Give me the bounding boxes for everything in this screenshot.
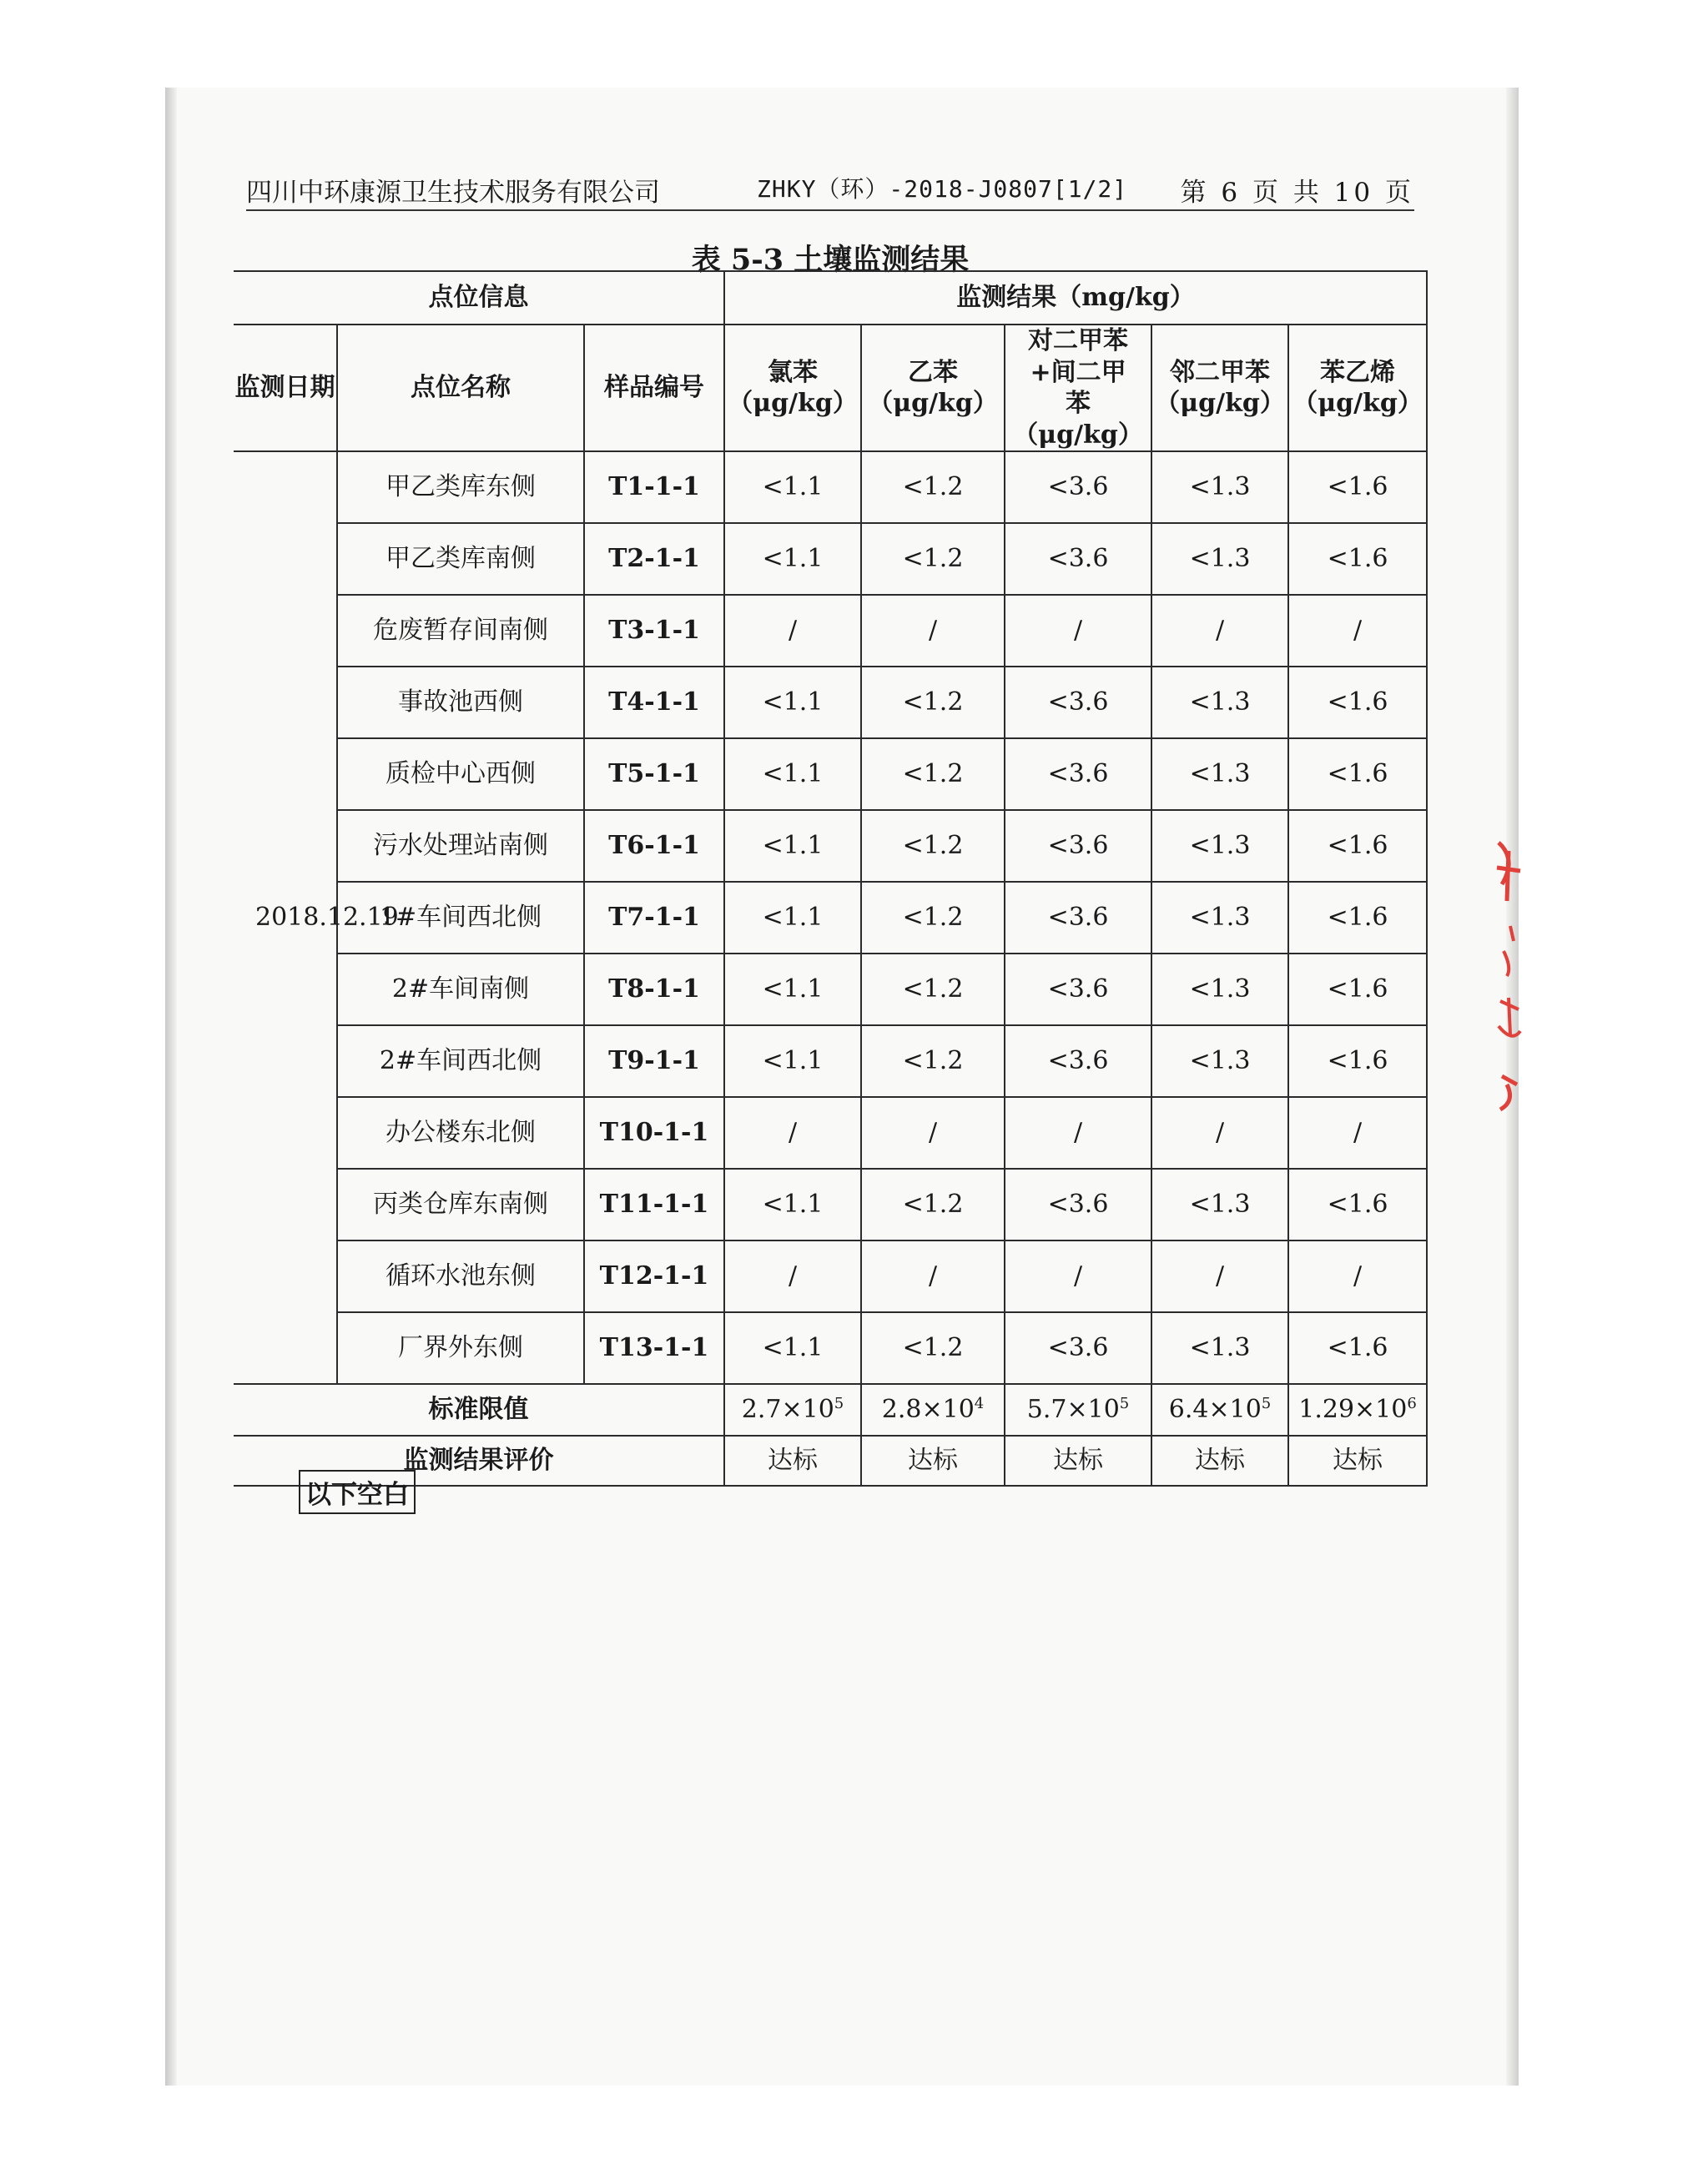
location-name: 危废暂存间南侧 [337,595,584,667]
table-row [234,1169,1427,1240]
standard-limit-value: $6.4\times 10^5$ [1151,1384,1288,1436]
result-value: / [724,1097,861,1169]
sample-id: T2-1-1 [584,523,724,595]
evaluation-value: 达标 [1005,1436,1151,1486]
evaluation-label: 监测结果评价 [234,1436,724,1486]
location-name: 事故池西侧 [337,667,584,738]
result-value: <1.1 [724,523,861,595]
sample-id-column-header: 样品编号 [584,325,724,451]
result-value: <1.2 [861,451,1005,523]
result-value: <3.6 [1005,667,1151,738]
table-row [234,954,1427,1025]
location-name: 办公楼东北侧 [337,1097,584,1169]
page-header [246,171,1414,211]
result-value: <1.3 [1151,523,1288,595]
table-row [234,667,1427,738]
soil-monitoring-results-table [234,270,1428,1487]
result-value: <3.6 [1005,451,1151,523]
result-value: <3.6 [1005,738,1151,810]
result-value: <3.6 [1005,1169,1151,1240]
table-row [234,451,1427,523]
table-row [234,595,1427,667]
result-value: <1.1 [724,667,861,738]
location-column-header: 点位名称 [337,325,584,451]
sample-id: T8-1-1 [584,954,724,1025]
analyte-header: 邻二甲苯 （μg/kg） [1151,325,1288,451]
evaluation-value: 达标 [724,1436,861,1486]
result-value: / [724,595,861,667]
result-value: <1.3 [1151,1169,1288,1240]
analyte-header: 苯乙烯 （μg/kg） [1288,325,1427,451]
result-value: <1.3 [1151,954,1288,1025]
result-value: <1.2 [861,523,1005,595]
result-value: <1.2 [861,1169,1005,1240]
sample-id: T3-1-1 [584,595,724,667]
result-value: <1.6 [1288,1312,1427,1384]
company-name: 四川中环康源卫生技术服务有限公司 [246,178,660,208]
table-row [234,882,1427,954]
sample-id: T6-1-1 [584,810,724,882]
result-value: <1.3 [1151,882,1288,954]
page-edge-shadow-left [165,88,177,2086]
result-value: <3.6 [1005,954,1151,1025]
results-header: 监测结果（mg/kg） [724,271,1427,325]
result-value: <1.1 [724,810,861,882]
result-value: <1.6 [1288,810,1427,882]
standard-limit-value: $1.29\times 10^6$ [1288,1384,1427,1436]
result-value: <1.3 [1151,738,1288,810]
result-value: <1.1 [724,1169,861,1240]
table-row [234,810,1427,882]
result-value: <1.3 [1151,667,1288,738]
result-value: <1.3 [1151,1312,1288,1384]
result-value: / [1151,595,1288,667]
result-value: / [861,595,1005,667]
result-value: / [1005,1097,1151,1169]
analyte-header: 对二甲苯+间二甲苯 （μg/kg） [1005,325,1151,451]
result-value: <1.1 [724,882,861,954]
result-value: <3.6 [1005,1312,1151,1384]
standard-limit-value: $2.8\times 10^4$ [861,1384,1005,1436]
result-value: <1.6 [1288,1025,1427,1097]
sample-id: T5-1-1 [584,738,724,810]
page-number: 第 6 页 共 10 页 [1180,178,1414,208]
result-value: <1.6 [1288,882,1427,954]
evaluation-value: 达标 [861,1436,1005,1486]
sample-id: T7-1-1 [584,882,724,954]
result-value: <1.2 [861,667,1005,738]
result-value: / [1005,1240,1151,1312]
result-value: / [1288,595,1427,667]
location-name: 1#车间西北侧 [337,882,584,954]
standard-limit-label: 标准限值 [234,1384,724,1436]
result-value: / [861,1240,1005,1312]
sample-id: T13-1-1 [584,1312,724,1384]
table-row [234,1312,1427,1384]
location-name: 2#车间南侧 [337,954,584,1025]
location-name: 2#车间西北侧 [337,1025,584,1097]
result-value: <1.1 [724,1025,861,1097]
result-value: <1.2 [861,738,1005,810]
blank-below-note: 以下空白 [299,1470,416,1514]
monitoring-date: 2018.12.19 [234,451,337,1384]
result-value: <3.6 [1005,1025,1151,1097]
date-column-header: 监测日期 [234,325,337,451]
table-row [234,738,1427,810]
sample-id: T4-1-1 [584,667,724,738]
standard-limit-value: $2.7\times 10^5$ [724,1384,861,1436]
result-value: <1.6 [1288,523,1427,595]
result-value: <1.6 [1288,667,1427,738]
report-code: ZHKY（环）-2018-J0807[1/2] [757,175,1128,203]
evaluation-value: 达标 [1151,1436,1288,1486]
table-row [234,1097,1427,1169]
location-name: 厂界外东侧 [337,1312,584,1384]
result-value: <1.3 [1151,810,1288,882]
result-value: / [861,1097,1005,1169]
table-row [234,523,1427,595]
result-value: <1.1 [724,1312,861,1384]
evaluation-value: 达标 [1288,1436,1427,1486]
sample-id: T12-1-1 [584,1240,724,1312]
result-value: <1.6 [1288,954,1427,1025]
result-value: <1.6 [1288,451,1427,523]
result-value: <1.2 [861,1025,1005,1097]
sample-id: T9-1-1 [584,1025,724,1097]
location-name: 丙类仓库东南侧 [337,1169,584,1240]
result-value: <1.6 [1288,738,1427,810]
sample-id: T1-1-1 [584,451,724,523]
table-title: 表 5-3 土壤监测结果 [691,243,970,277]
location-name: 质检中心西侧 [337,738,584,810]
result-value: / [1005,595,1151,667]
result-value: <3.6 [1005,882,1151,954]
result-value: <1.3 [1151,1025,1288,1097]
table-row [234,1240,1427,1312]
analyte-header: 乙苯 （μg/kg） [861,325,1005,451]
result-value: <1.1 [724,451,861,523]
result-value: / [1288,1240,1427,1312]
location-info-header: 点位信息 [234,271,724,325]
location-name: 甲乙类库东侧 [337,451,584,523]
sample-id: T10-1-1 [584,1097,724,1169]
result-value: <1.1 [724,954,861,1025]
result-value: <1.1 [724,738,861,810]
result-value: / [1151,1240,1288,1312]
result-value: <1.2 [861,1312,1005,1384]
result-value: <1.2 [861,954,1005,1025]
result-value: <1.2 [861,810,1005,882]
table-row [234,1025,1427,1097]
result-value: / [1288,1097,1427,1169]
result-value: <1.2 [861,882,1005,954]
result-value: <1.6 [1288,1169,1427,1240]
location-name: 甲乙类库南侧 [337,523,584,595]
result-value: <3.6 [1005,523,1151,595]
result-value: <1.3 [1151,451,1288,523]
red-seal-stamp-fragment [1492,834,1525,1118]
standard-limit-value: $5.7\times 10^5$ [1005,1384,1151,1436]
result-value: <3.6 [1005,810,1151,882]
sample-id: T11-1-1 [584,1169,724,1240]
analyte-header: 氯苯 （μg/kg） [724,325,861,451]
location-name: 循环水池东侧 [337,1240,584,1312]
result-value: / [724,1240,861,1312]
location-name: 污水处理站南侧 [337,810,584,882]
result-value: / [1151,1097,1288,1169]
